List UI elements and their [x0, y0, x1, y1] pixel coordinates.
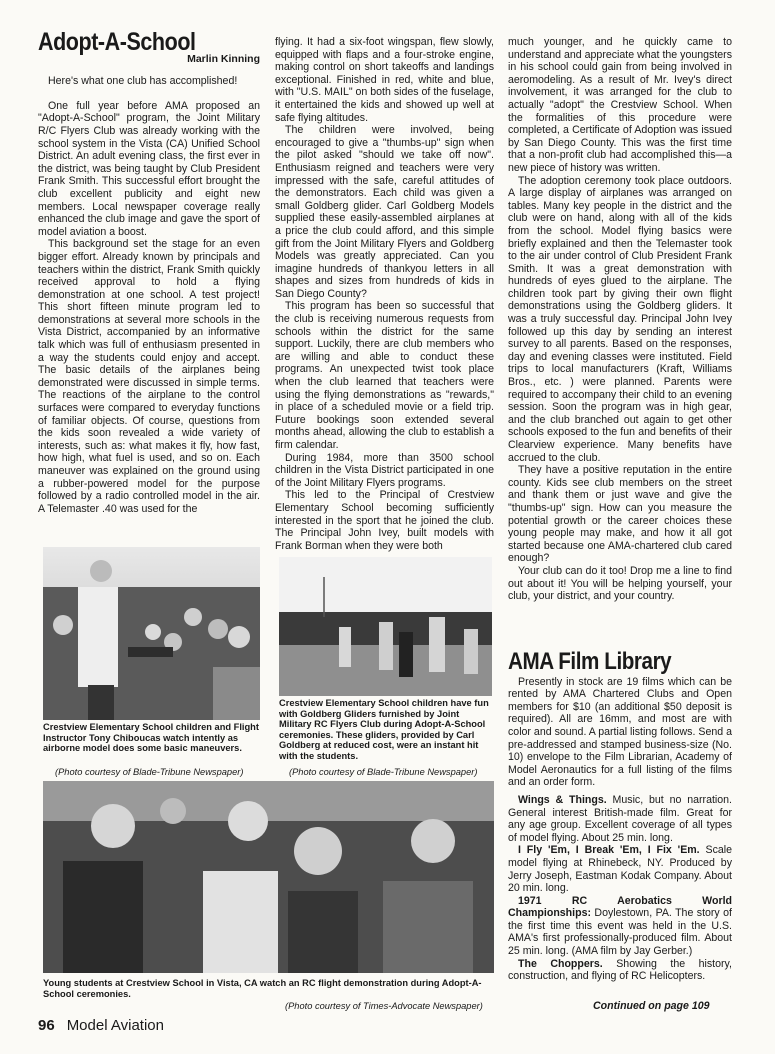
film-description: Music, but no narration. General interest British-made film. Great for any age group. Excellent coverage of all types of model flying. About 25 min. long.: [508, 793, 732, 844]
article-lead: Here's what one club has accomplished!: [48, 75, 238, 88]
film-entry: [508, 895, 732, 958]
paragraph: One full year before AMA proposed an "Adopt-A-School" program, the Joint Military R/C Flyers Club was already working with the school system in the Vista (CA) Unified School District. An adult evening class, the first ever in the district, was being taught by Club President Frank Smith. This successful effort brought the club excellent publicity and eight new members. Local newspaper coverage really enhanced the club image and gave the sport of model aviation a boost.: [38, 99, 260, 238]
photo-image: [279, 557, 492, 696]
film-entry: [508, 794, 732, 844]
page-number: 96: [38, 1017, 55, 1034]
paragraph: much younger, and he quickly came to understand and appreciate what the youngsters in his school could gain from being involved in aeromodeling. As a result of Mr. Ivey's direct involvement, it was arranged for the club to actually "adopt" the Crestview School. When the formalities of this procedure were completed, a Certificate of Adoption was issued by San Diego County. This was the first time that a non-profit club had accomplished this—a new piece of history was written.: [508, 36, 732, 174]
film-library-intro: Presently in stock are 19 films which can be rented by AMA Chartered Clubs and Open members for $10 (an additional $50 deposit is required). All are 16mm, and most are with color and sound. A partial listing follows. Send a pre-addressed and stamped business-size (No. 10) envelope to the Film Librarian, Academy of Model Aeronautics for a full listing of the films and an order form.: [508, 675, 732, 789]
photo-caption: Crestview Elementary School children have fun with Goldberg Gliders furnished by Joint Military RC Flyers Club during Adopt-A-School ceremonies. These gliders, provided by Carl Goldberg at reduced cost, were an instant hit with the students.: [279, 698, 489, 761]
film-description: Scale model flying at Rhinebeck, NY. Produced by Jerry Joseph, Eastman Kodak Company. About 20 min. long.: [508, 844, 733, 895]
article-title: Adopt-A-School: [38, 28, 196, 56]
photo-students-watching-flight: [43, 781, 494, 973]
page-footer: [38, 1017, 164, 1034]
article-column-3: [508, 36, 732, 603]
paragraph: Your club can do it too! Drop me a line to find out about it! You will be helping yourself, your club, your district, and your country.: [508, 564, 732, 603]
paragraph: During 1984, more than 3500 school children in the Vista District participated in one of the Joint Military Flyers programs.: [275, 451, 494, 489]
photo-instructor-and-children: [43, 547, 260, 720]
film-title: I Fly 'Em, I Break 'Em, I Fix 'Em.: [518, 844, 700, 857]
film-description: Showing the history, construction, and flying of RC Helicopters.: [508, 957, 732, 983]
continued-note: Continued on page 109: [593, 1000, 710, 1012]
photo-credit: (Photo courtesy of Blade-Tribune Newspaper): [289, 767, 478, 777]
photo-credit: (Photo courtesy of Blade-Tribune Newspaper): [55, 767, 244, 777]
film-title: 1971 RC Aerobatics World Championships:: [508, 894, 732, 920]
paragraph: This program has been so successful that the club is receiving numerous requests from schools within the district for the same support. Luckily, there are club members who are willing and able to conduct these programs. An unexpected twist took place when the club learned that teachers were using the flying demonstrations as "rewards," in place of a scheduled movie or a field trip. Future bookings soon extended several months ahead, allowing the club to establish a firm calendar.: [275, 300, 494, 451]
photo-caption: Crestview Elementary School children and Flight Instructor Tony Chiboucas watch intently as airborne model does some basic maneuvers.: [43, 722, 259, 754]
article-column-1: [38, 28, 260, 515]
film-library-title: AMA Film Library: [508, 648, 672, 675]
film-library-section: [508, 648, 733, 983]
paragraph: flying. It had a six-foot wingspan, flew slowly, equipped with flaps and a four-stroke engine, making control on short takeoffs and landings exceptional. Finished in red, white and blue, with "U.S. MAIL" on both sides of the fuselage, it entertained the kids and showed up well at safe flying altitudes.: [275, 36, 494, 124]
paragraph: This background set the stage for an even bigger effort. Already known by principals and teachers within the district, Frank Smith quickly received approval to hold a flying demonstration at one school. A test project! This short fifteen minute program led to demonstrations at several more schools in the Vista District, accompanied by an informative talk which was full of enthusiasm presented in a way the students could enjoy and accept. The basic details of the airplanes being demonstrated were discussed in simple terms. The reactions of the airplane to the control surfaces were compared to everyday functions of familiar objects. Of course, questions from the kids soon revealed a wide variety of interests, such as: what makes it fly, how fast, how high, what fuel is used, and so on. Each maneuver was explained on the ground using a rubber-powered model for the purpose followed by a radio controlled model in the air. A Telemaster .40 was used for the: [38, 238, 260, 515]
photo-image: [43, 547, 260, 720]
article-column-2: [275, 36, 494, 552]
photo-caption: Young students at Crestview School in Vista, CA watch an RC flight demonstration during Adopt-A-School ceremonies.: [43, 978, 482, 999]
photo-children-with-gliders: [279, 557, 492, 696]
film-title: The Choppers.: [518, 957, 603, 970]
film-entry: [508, 844, 732, 894]
paragraph: They have a positive reputation in the entire county. Kids see club members on the street and thank them or just wave and give the "thumbs-up" sign. How can you measure the potential growth or the career choices these young people may make, and how it all got started because one AMA-chartered club cared enough?: [508, 464, 732, 565]
paragraph: The children were involved, being encouraged to give a "thumbs-up" sign when the pilot asked "should we take off now". Enthusiasm reigned and teachers were very impressed with the safe, careful attitudes of the demonstrators. Each child was given a small Goldberg glider. Carl Goldberg Models supplied these easily-assembled airplanes at a price the club could afford, and this simple gift from the Joint Military Flyers and Goldberg Models was greatly appreciated. Can you imagine hundreds of thankyou letters in all shapes and sizes from hundreds of kids in San Diego County?: [275, 124, 494, 300]
film-title: Wings & Things.: [518, 793, 607, 806]
paragraph: The adoption ceremony took place outdoors. A large display of airplanes was arranged on tables. Many key people in the district and the club were on hand, along with all of the kids from the school. Model flying basics were briefly explained and then the Telemaster took to the air under control of Club President Frank Smith. It was a great demonstration with hundreds of eyes glued to the airplane. The children took part by giving their own flight demonstrations using the Goldberg gliders. It was a truly successful day. Principal John Ivey followed up this day by sending an interest survey to all parents. Based on the responses, day and evening classes were instituted. Field trips to local manufacturers (Kraft, Williams Bros., etc. ) were planned. Parents were required to accompany their child to an evening session. Soon the program was in high gear, and the club branched out again to get other schools exposed to the fun and benefits of their Clearview experience. Many benefits have accrued to the club.: [508, 174, 732, 464]
film-entry: [508, 958, 732, 983]
photo-image: [43, 781, 494, 973]
film-description: Doylestown, PA. The story of the first time this event was held in the U.S. AMA's first professionally-produced film. About 25 min. long. (AMA film by Jay Gerber.): [508, 907, 732, 958]
photo-credit: (Photo courtesy of Times-Advocate Newspaper): [285, 1001, 483, 1011]
paragraph: This led to the Principal of Crestview Elementary School becoming sufficiently interested in the sport that he joined the club. The Principal John Ivey, built models with Frank Borman when they were both: [275, 489, 494, 552]
article-author: Marlin Kinning: [187, 52, 260, 65]
magazine-name: Model Aviation: [66, 1017, 164, 1034]
